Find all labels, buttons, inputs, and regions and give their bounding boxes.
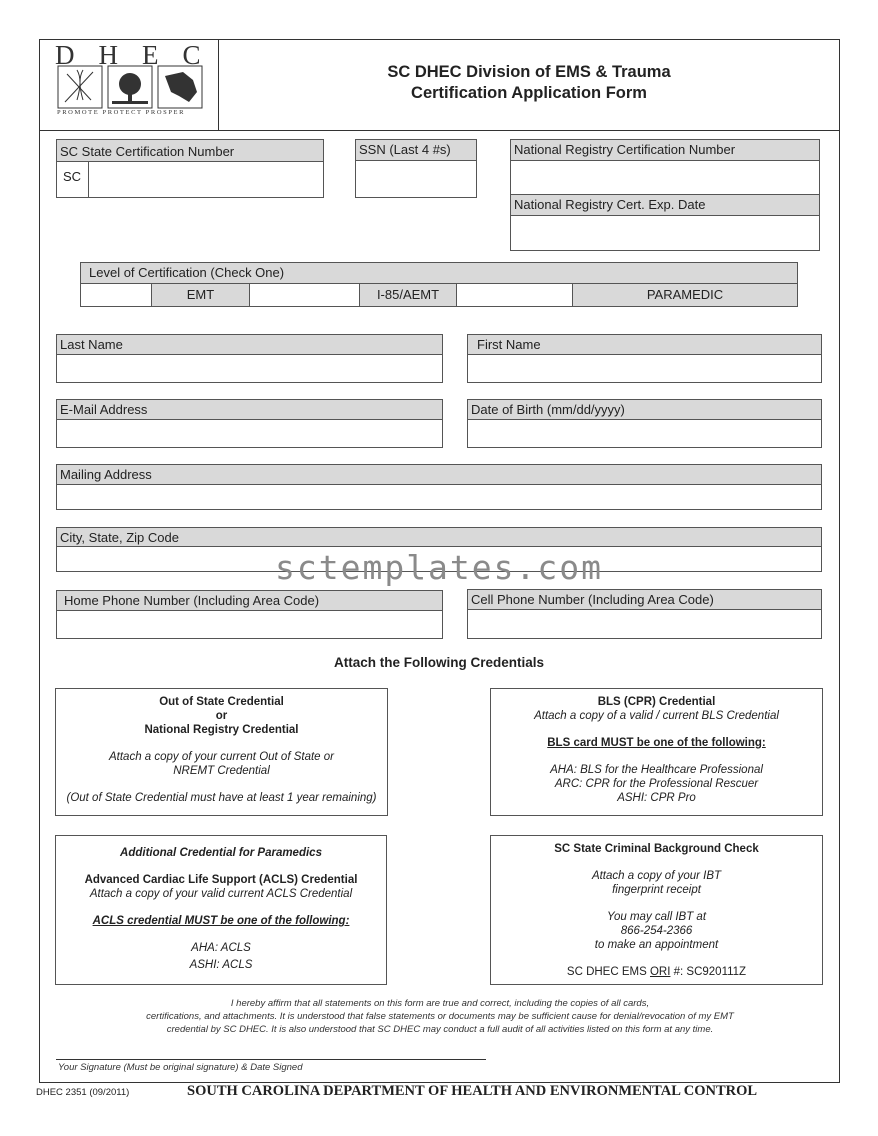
nr-exp-label: National Registry Cert. Exp. Date: [510, 194, 820, 216]
form-number: DHEC 2351 (09/2011): [36, 1087, 130, 1098]
bls-opt-2: ARC: CPR for the Professional Rescuer: [554, 778, 759, 790]
last-name-field[interactable]: [56, 354, 443, 383]
nr-cert-field[interactable]: [510, 160, 820, 195]
bls-box: [490, 688, 823, 816]
title-line-1: SC DHEC Division of EMS & Trauma: [387, 63, 671, 81]
emt-option: EMT: [151, 283, 250, 307]
ori-word: ORI: [649, 966, 671, 978]
affirm-line-3: credential by SC DHEC. It is also understood that SC DHEC may conduct a full audit of all activities listed on this form at any time.: [166, 1024, 714, 1035]
acls-heading: Additional Credential for Paramedics: [120, 847, 322, 859]
nr-cert-label: National Registry Certification Number: [510, 139, 820, 161]
paramedic-checkbox[interactable]: [456, 283, 573, 307]
acls-opt-2: ASHI: ACLS: [189, 959, 253, 971]
bls-line-1: Attach a copy of a valid / current BLS Credential: [534, 710, 779, 722]
bls-opt-3: ASHI: CPR Pro: [617, 792, 696, 804]
email-field[interactable]: [56, 419, 443, 448]
title-line-2: Certification Application Form: [411, 84, 647, 102]
acls-box: [55, 835, 387, 985]
ori-line: [491, 965, 822, 979]
bg-line-3: You may call IBT at: [606, 911, 707, 923]
oos-title-3: National Registry Credential: [144, 724, 299, 736]
affirm-line-2: certifications, and attachments. It is understood that false statements or documents may be sufficient cause for denial/revocation of my EMT: [146, 1011, 734, 1022]
cell-phone-label: Cell Phone Number (Including Area Code): [467, 589, 822, 610]
aemt-checkbox[interactable]: [249, 283, 360, 307]
emt-checkbox[interactable]: [80, 283, 152, 307]
bg-line-5: to make an appointment: [594, 939, 719, 951]
city-label: City, State, Zip Code: [56, 527, 822, 547]
logo-tagline: PROMOTE PROTECT PROSPER: [57, 109, 186, 116]
out-of-state-box: [55, 688, 388, 816]
oos-line-3: (Out of State Credential must have at least 1 year remaining): [66, 792, 377, 804]
mailing-field[interactable]: [56, 484, 822, 510]
dob-label: Date of Birth (mm/dd/yyyy): [467, 399, 822, 420]
acls-line-1: Attach a copy of your valid current ACLS Credential: [89, 888, 353, 900]
oos-title-2: or: [215, 710, 228, 722]
affirm-line-1: I hereby affirm that all statements on this form are true and correct, including the copies of all cards,: [230, 998, 650, 1009]
sc-cert-label: SC State Certification Number: [56, 139, 324, 162]
paramedic-option: PARAMEDIC: [572, 283, 798, 307]
last-name-label: Last Name: [56, 334, 443, 355]
acls-opt-1: AHA: ACLS: [191, 942, 251, 954]
ori-prefix: SC DHEC EMS: [566, 966, 650, 978]
dhec-logo: [55, 40, 225, 122]
oos-title-1: Out of State Credential: [159, 696, 284, 708]
bg-line-4: 866-254-2366: [620, 925, 693, 937]
signature-line[interactable]: [56, 1059, 486, 1060]
sc-prefix: SC: [56, 161, 89, 198]
watermark: sctemplates.com: [274, 548, 603, 587]
mailing-label: Mailing Address: [56, 464, 822, 485]
bls-must: BLS card MUST be one of the following:: [547, 737, 766, 749]
home-phone-field[interactable]: [56, 610, 443, 639]
nr-exp-field[interactable]: [510, 215, 820, 251]
bls-opt-1: AHA: BLS for the Healthcare Professional: [550, 764, 763, 776]
page-title: [219, 62, 839, 104]
logo-emblem-icon: [57, 64, 205, 110]
affirmation: [60, 997, 820, 1036]
level-label: Level of Certification (Check One): [80, 262, 798, 284]
department-name: SOUTH CAROLINA DEPARTMENT OF HEALTH AND ENVIRONMENTAL CONTROL: [187, 1083, 758, 1099]
email-label: E-Mail Address: [56, 399, 443, 420]
bg-line-1: Attach a copy of your IBT: [591, 870, 722, 882]
cell-phone-field[interactable]: [467, 609, 822, 639]
background-check-box: [490, 835, 823, 985]
home-phone-label: Home Phone Number (Including Area Code): [56, 590, 443, 611]
acls-must: ACLS credential MUST be one of the following:: [92, 915, 350, 927]
logo-letters: DHEC: [55, 40, 225, 70]
oos-line-2: NREMT Credential: [173, 765, 270, 777]
first-name-field[interactable]: [467, 354, 822, 383]
first-name-label: First Name: [467, 334, 822, 355]
acls-title: Advanced Cardiac Life Support (ACLS) Credential: [84, 874, 358, 886]
signature-label: Your Signature (Must be original signature) & Date Signed: [58, 1062, 303, 1073]
dob-field[interactable]: [467, 419, 822, 448]
ssn-field[interactable]: [355, 160, 477, 198]
aemt-option: I-85/AEMT: [359, 283, 457, 307]
credentials-heading: Attach the Following Credentials: [333, 655, 544, 670]
bg-title: SC State Criminal Background Check: [554, 843, 759, 855]
ssn-label: SSN (Last 4 #s): [355, 139, 477, 161]
oos-line-1: Attach a copy of your current Out of State or: [108, 751, 334, 763]
bg-line-2: fingerprint receipt: [612, 884, 701, 896]
bls-title: BLS (CPR) Credential: [597, 696, 716, 708]
ori-suffix: #: SC920111Z: [670, 966, 747, 978]
sc-cert-field[interactable]: [56, 161, 324, 198]
